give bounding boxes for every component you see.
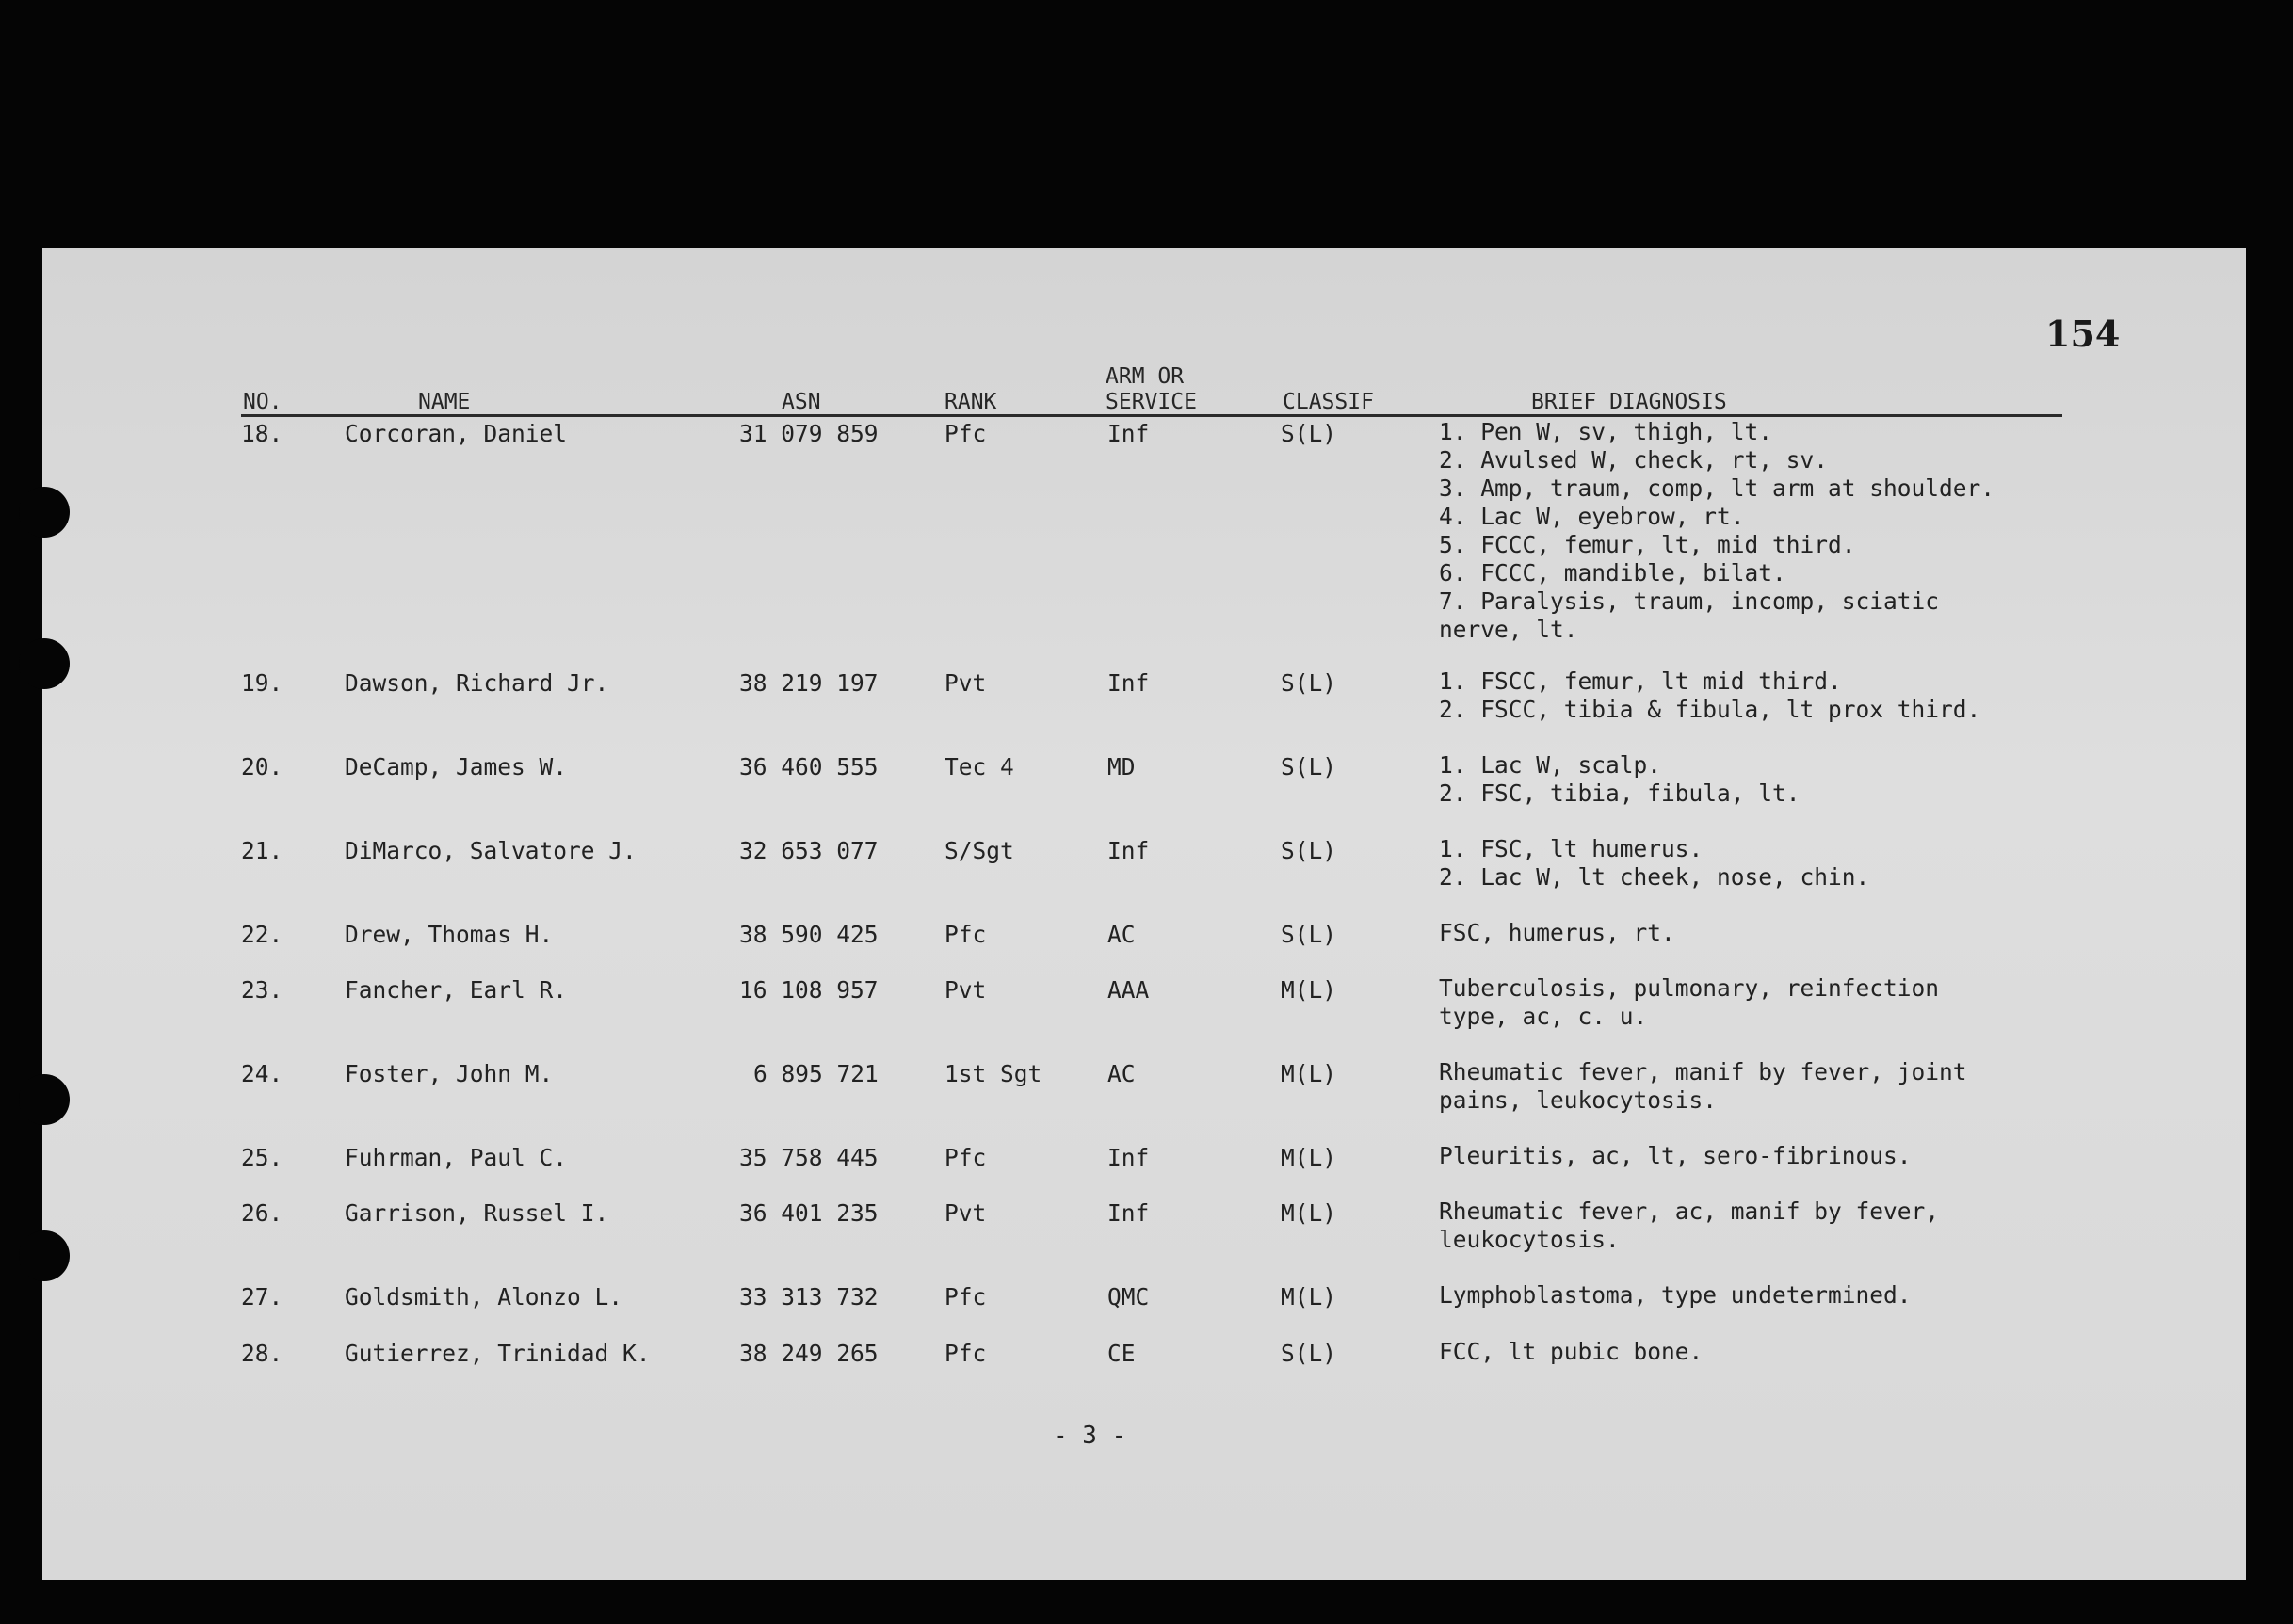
row-name: Garrison, Russel I. xyxy=(345,1199,609,1227)
row-classif: S(L) xyxy=(1281,420,1337,447)
diagnosis-line: FSC, humerus, rt. xyxy=(1439,919,1675,946)
row-diagnosis xyxy=(1439,667,1980,724)
row-classif: S(L) xyxy=(1281,669,1337,697)
row-diagnosis xyxy=(1439,1198,1939,1254)
row-arm: AC xyxy=(1107,1060,1136,1087)
row-rank: Pfc xyxy=(945,420,987,447)
binder-hole xyxy=(19,487,70,538)
row-rank: Pfc xyxy=(945,1144,987,1171)
row-arm: QMC xyxy=(1107,1283,1150,1310)
diagnosis-line: Pleuritis, ac, lt, sero-fibrinous. xyxy=(1439,1142,1912,1169)
row-arm: MD xyxy=(1107,753,1136,780)
row-classif: S(L) xyxy=(1281,1340,1337,1367)
diagnosis-line: pains, leukocytosis. xyxy=(1439,1086,1718,1114)
page-footer: - 3 - xyxy=(1053,1422,1127,1450)
row-rank: Pvt xyxy=(945,669,987,697)
row-rank: Pvt xyxy=(945,1199,987,1227)
row-arm: Inf xyxy=(1107,837,1150,864)
row-rank: S/Sgt xyxy=(945,837,1014,864)
row-name: DeCamp, James W. xyxy=(345,753,568,780)
row-number: 25. xyxy=(241,1144,283,1171)
diagnosis-line: 2. FSC, tibia, fibula, lt. xyxy=(1439,780,1800,807)
binder-hole xyxy=(19,638,70,689)
row-classif: M(L) xyxy=(1281,976,1337,1004)
row-name: Foster, John M. xyxy=(345,1060,554,1087)
row-name: Fuhrman, Paul C. xyxy=(345,1144,568,1171)
row-diagnosis xyxy=(1439,418,1994,644)
row-arm: AAA xyxy=(1107,976,1150,1004)
diagnosis-line: FCC, lt pubic bone. xyxy=(1439,1338,1704,1365)
row-diagnosis xyxy=(1439,1281,1912,1310)
row-classif: S(L) xyxy=(1281,921,1337,948)
row-name: Corcoran, Daniel xyxy=(345,420,568,447)
row-arm: Inf xyxy=(1107,669,1150,697)
row-name: Fancher, Earl R. xyxy=(345,976,568,1004)
diagnosis-line: Rheumatic fever, ac, manif by fever, xyxy=(1439,1198,1940,1225)
diagnosis-line: 2. Avulsed W, check, rt, sv. xyxy=(1439,446,1829,474)
diagnosis-line: 2. FSCC, tibia & fibula, lt prox third. xyxy=(1439,696,1981,723)
row-asn: 33 313 732 xyxy=(739,1283,879,1310)
row-asn: 16 108 957 xyxy=(739,976,879,1004)
row-classif: S(L) xyxy=(1281,753,1337,780)
row-classif: M(L) xyxy=(1281,1144,1337,1171)
row-rank: 1st Sgt xyxy=(945,1060,1042,1087)
row-asn: 6 895 721 xyxy=(753,1060,879,1087)
row-arm: Inf xyxy=(1107,1199,1150,1227)
binder-hole xyxy=(19,1230,70,1281)
row-diagnosis xyxy=(1439,1058,1967,1115)
header-name: NAME xyxy=(418,390,471,414)
row-diagnosis xyxy=(1439,751,1800,808)
diagnosis-line: 6. FCCC, mandible, bilat. xyxy=(1439,559,1786,587)
diagnosis-line: 7. Paralysis, traum, incomp, sciatic xyxy=(1439,587,1940,615)
row-classif: M(L) xyxy=(1281,1199,1337,1227)
row-number: 19. xyxy=(241,669,283,697)
row-diagnosis xyxy=(1439,1142,1912,1170)
row-name: Gutierrez, Trinidad K. xyxy=(345,1340,651,1367)
row-arm: Inf xyxy=(1107,1144,1150,1171)
row-arm: AC xyxy=(1107,921,1136,948)
row-arm: Inf xyxy=(1107,420,1150,447)
row-asn: 36 401 235 xyxy=(739,1199,879,1227)
row-asn: 38 590 425 xyxy=(739,921,879,948)
row-rank: Pvt xyxy=(945,976,987,1004)
diagnosis-line: nerve, lt. xyxy=(1439,616,1578,643)
diagnosis-line: Tuberculosis, pulmonary, reinfection xyxy=(1439,974,1940,1002)
row-number: 21. xyxy=(241,837,283,864)
row-number: 27. xyxy=(241,1283,283,1310)
row-asn: 36 460 555 xyxy=(739,753,879,780)
diagnosis-line: 1. Pen W, sv, thigh, lt. xyxy=(1439,418,1773,445)
row-number: 26. xyxy=(241,1199,283,1227)
diagnosis-line: 5. FCCC, femur, lt, mid third. xyxy=(1439,531,1856,558)
row-rank: Tec 4 xyxy=(945,753,1014,780)
row-rank: Pfc xyxy=(945,1340,987,1367)
diagnosis-line: 1. FSC, lt humerus. xyxy=(1439,835,1704,862)
page-number: 154 xyxy=(2045,313,2121,355)
row-classif: S(L) xyxy=(1281,837,1337,864)
diagnosis-line: 1. Lac W, scalp. xyxy=(1439,751,1662,779)
diagnosis-line: 1. FSCC, femur, lt mid third. xyxy=(1439,667,1842,695)
row-arm: CE xyxy=(1107,1340,1136,1367)
row-asn: 32 653 077 xyxy=(739,837,879,864)
diagnosis-line: 3. Amp, traum, comp, lt arm at shoulder. xyxy=(1439,474,1995,502)
header-diagnosis: BRIEF DIAGNOSIS xyxy=(1531,390,1727,414)
row-number: 22. xyxy=(241,921,283,948)
row-asn: 38 219 197 xyxy=(739,669,879,697)
row-number: 18. xyxy=(241,420,283,447)
row-rank: Pfc xyxy=(945,1283,987,1310)
row-asn: 31 079 859 xyxy=(739,420,879,447)
row-asn: 38 249 265 xyxy=(739,1340,879,1367)
row-number: 28. xyxy=(241,1340,283,1367)
header-asn: ASN xyxy=(782,390,821,414)
row-number: 20. xyxy=(241,753,283,780)
row-name: Drew, Thomas H. xyxy=(345,921,554,948)
diagnosis-line: 2. Lac W, lt cheek, nose, chin. xyxy=(1439,863,1870,891)
diagnosis-line: type, ac, c. u. xyxy=(1439,1003,1648,1030)
row-classif: M(L) xyxy=(1281,1283,1337,1310)
header-arm-line1: ARM OR xyxy=(1106,364,1185,389)
row-diagnosis xyxy=(1439,974,1939,1031)
row-rank: Pfc xyxy=(945,921,987,948)
header-no: NO. xyxy=(243,390,283,414)
header-arm-line2: SERVICE xyxy=(1106,390,1197,414)
header-rule xyxy=(241,414,2062,417)
diagnosis-line: Lymphoblastoma, type undetermined. xyxy=(1439,1281,1912,1309)
row-number: 24. xyxy=(241,1060,283,1087)
diagnosis-line: 4. Lac W, eyebrow, rt. xyxy=(1439,503,1745,530)
row-asn: 35 758 445 xyxy=(739,1144,879,1171)
diagnosis-line: leukocytosis. xyxy=(1439,1226,1620,1253)
header-classif: CLASSIF xyxy=(1283,390,1374,414)
row-diagnosis xyxy=(1439,835,1869,892)
row-name: DiMarco, Salvatore J. xyxy=(345,837,637,864)
header-rank: RANK xyxy=(945,390,997,414)
row-diagnosis xyxy=(1439,1338,1703,1366)
binder-hole xyxy=(19,1074,70,1125)
row-name: Dawson, Richard Jr. xyxy=(345,669,609,697)
row-number: 23. xyxy=(241,976,283,1004)
row-diagnosis xyxy=(1439,919,1675,947)
row-name: Goldsmith, Alonzo L. xyxy=(345,1283,623,1310)
diagnosis-line: Rheumatic fever, manif by fever, joint xyxy=(1439,1058,1967,1085)
row-classif: M(L) xyxy=(1281,1060,1337,1087)
